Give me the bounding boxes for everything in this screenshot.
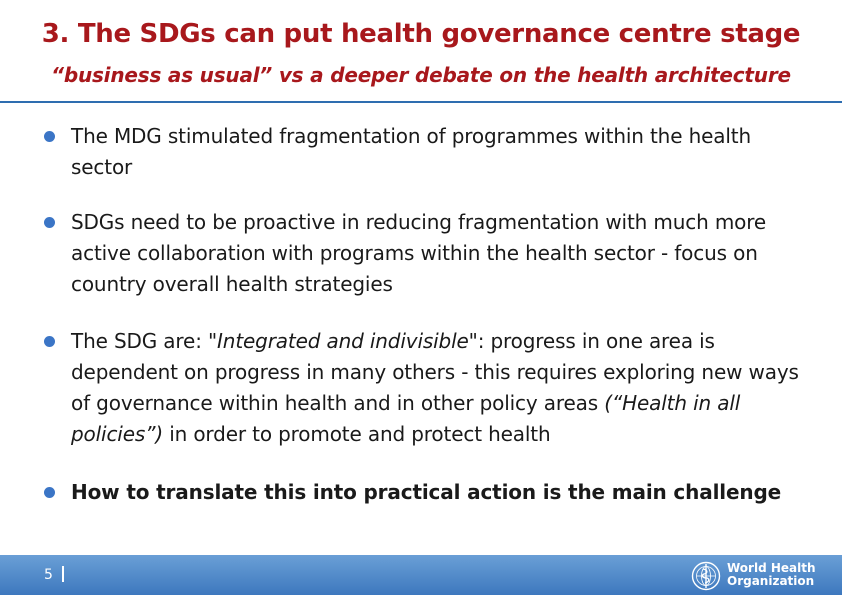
page-number: 5 [44,567,53,583]
bullet-item-2 [44,207,814,300]
logo-text [727,562,816,588]
who-emblem-icon [691,561,721,591]
bullet-text-segment: ": progress in one area is dependent on progress in many others - this requires exploring new ways of governance within health and in other policy areas [71,329,799,415]
bullet-text: The MDG stimulated fragmentation of programmes within the health sector [71,124,751,179]
logo-text-line1: World Health [727,561,816,575]
bullet-text-italic: (“Health in all policies”) [71,391,741,446]
bullet-text-segment: The SDG are: " [71,329,218,353]
bullet-dot-icon [44,217,55,228]
header-divider [0,101,842,103]
slide-title: 3. The SDGs can put health governance centre stage [41,19,801,49]
bullet-text [71,326,814,450]
bullet-text: SDGs need to be proactive in reducing fragmentation with much more active collaboration with programs within the health sector - focus on country overall health strategies [71,210,767,296]
footer-bar [0,555,842,595]
bullet-text-italic: Integrated and indivisible [217,329,469,353]
who-logo [691,561,836,591]
logo-text-line2: Organization [727,574,815,588]
bullet-dot-icon [44,336,55,347]
slide-subtitle: “business as usual” vs a deeper debate on the health architecture [51,63,791,87]
bullet-item-1 [44,121,814,183]
bullet-dot-icon [44,131,55,142]
bullet-text-segment: in order to promote and protect health [163,422,551,446]
bullet-item-4 [44,477,814,508]
page-number-divider [62,566,64,582]
bullet-item-3 [44,326,814,450]
bullet-text-emphasis: How to translate this into practical action is the main challenge [71,480,782,504]
bullet-dot-icon [44,487,55,498]
